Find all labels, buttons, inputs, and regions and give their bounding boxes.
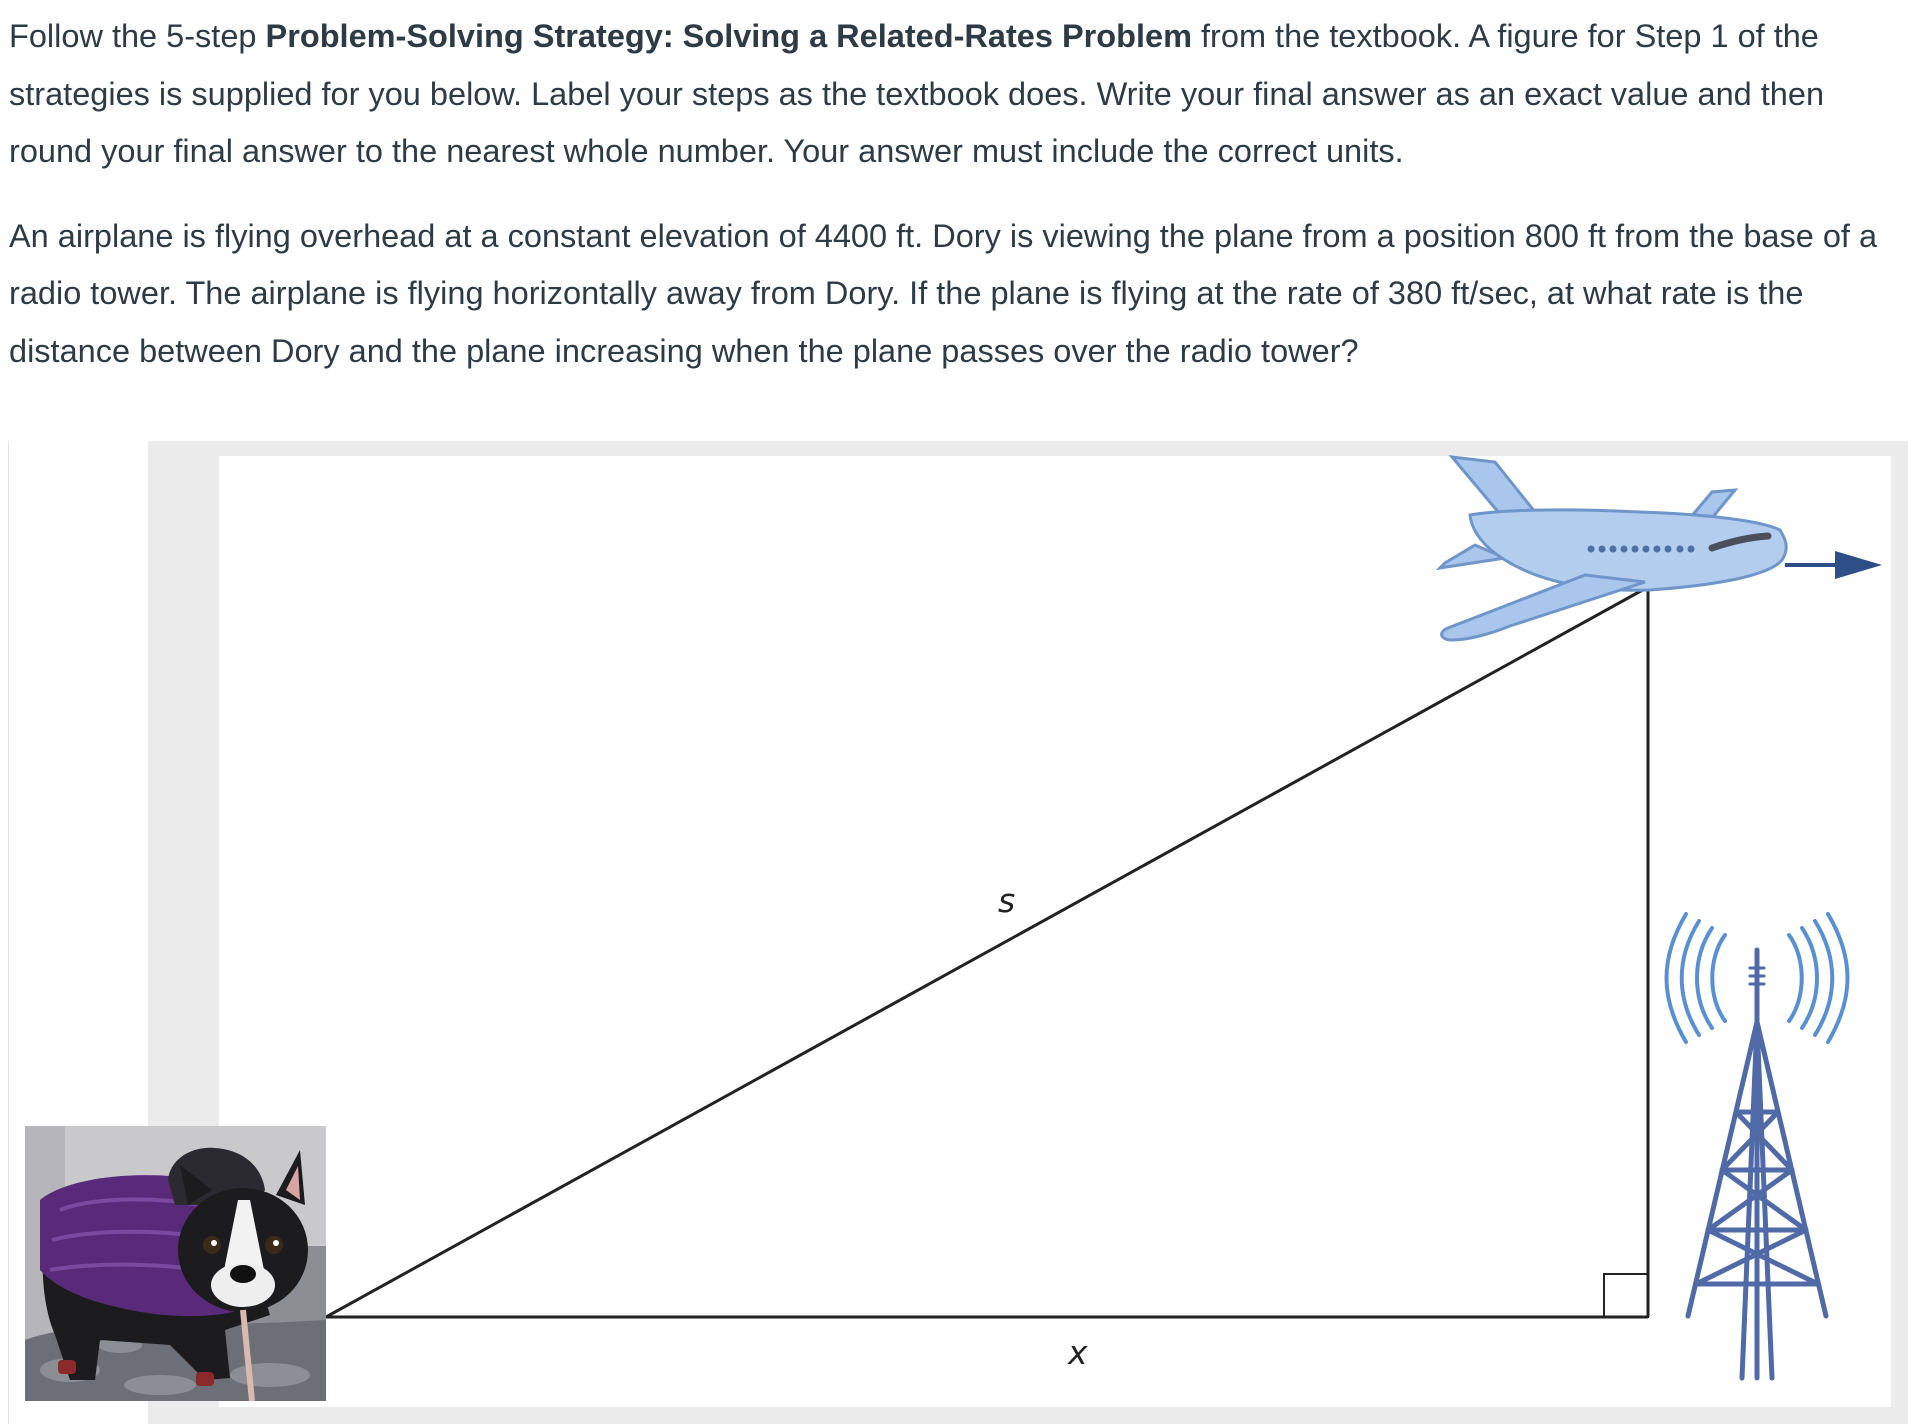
direction-arrow-icon <box>1785 551 1882 579</box>
strategy-name: Problem-Solving Strategy: Solving a Related-Rates Problem <box>265 18 1192 54</box>
base-label: x <box>1068 1333 1088 1372</box>
right-angle-marker <box>1604 1274 1648 1317</box>
dory-dog-photo <box>25 1126 326 1401</box>
hypotenuse-line <box>326 587 1648 1317</box>
problem-paragraph: An airplane is flying overhead at a constant elevation of 4400 ft. Dory is viewing the plane from a position 800 ft from the base of a radio tower. The airplane is flying horizontally away from Dory. If the plane is flying at the rate of 380 ft/sec, at what rate is the distance between Dory and the plane increasing when the plane passes over the radio tower? <box>9 217 1878 369</box>
airplane-icon <box>1440 457 1786 640</box>
hypotenuse-label: s <box>998 881 1016 920</box>
radio-tower-icon <box>1688 950 1826 1378</box>
instructions-lead: Follow the 5-step <box>9 18 266 54</box>
instructions-tail: from the textbook. A figure for Step 1 of the strategies is supplied for you below. Label your steps as the textbook does. Write your final answer as an exact value and then round your final answer to the nearest whole number. Your answer must include the correct units. <box>9 18 1825 169</box>
triangle <box>326 587 1648 1317</box>
